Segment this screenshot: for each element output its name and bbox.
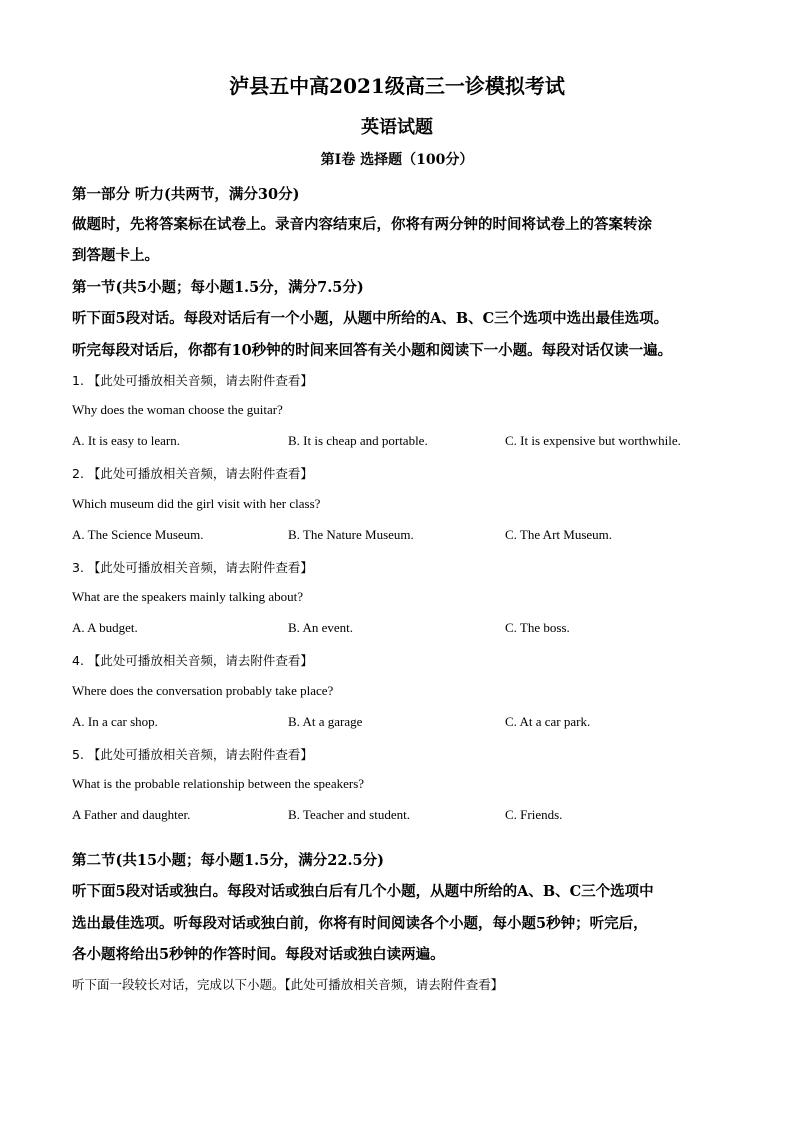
- question-3-audio[interactable]: 3. 【此处可播放相关音频，请去附件查看】: [72, 560, 313, 575]
- question-2-option-c: C. The Art Museum.: [505, 527, 613, 542]
- section2-lead-audio[interactable]: 听下面一段较长对话，完成以下小题。【此处可播放相关音频，请去附件查看】: [72, 977, 504, 992]
- section2-instruction-line3: 各小题将给出5秒钟的作答时间。每段对话或独白读两遍。: [72, 946, 445, 963]
- part1-instruction-line2: 到答题卡上。: [72, 247, 159, 264]
- question-2-stem: Which museum did the girl visit with her class?: [72, 496, 321, 511]
- question-5-option-c: C. Friends.: [505, 807, 563, 822]
- section1-heading: 第一节(共5小题；每小题1.5分，满分7.5分): [72, 279, 364, 296]
- question-5-audio[interactable]: 5. 【此处可播放相关音频，请去附件查看】: [72, 747, 313, 762]
- question-4-stem: Where does the conversation probably take place?: [72, 683, 334, 698]
- question-3-option-b: B. An event.: [288, 620, 353, 635]
- question-1-audio[interactable]: 1. 【此处可播放相关音频，请去附件查看】: [72, 373, 313, 388]
- question-1-option-b: B. It is cheap and portable.: [288, 433, 428, 448]
- question-1-stem: Why does the woman choose the guitar?: [72, 402, 283, 417]
- question-1-option-c: C. It is expensive but worthwhile.: [505, 433, 681, 448]
- part1-heading: 第一部分 听力(共两节，满分30分): [72, 186, 300, 203]
- section2-instruction-line1: 听下面5段对话或独白。每段对话或独白后有几个小题，从题中所给的A、B、C三个选项中: [72, 883, 654, 900]
- question-2-option-a: A. The Science Museum.: [72, 527, 204, 542]
- question-3-stem: What are the speakers mainly talking about?: [72, 589, 304, 604]
- exam-subject: 英语试题: [361, 117, 433, 138]
- question-4-option-a: A. In a car shop.: [72, 714, 158, 729]
- question-2-audio[interactable]: 2. 【此处可播放相关音频，请去附件查看】: [72, 466, 313, 481]
- question-3-option-a: A. A budget.: [72, 620, 138, 635]
- exam-title: 泸县五中高2021级高三一诊模拟考试: [229, 74, 565, 98]
- question-5-stem: What is the probable relationship between the speakers?: [72, 776, 365, 791]
- section1-instruction-line1: 听下面5段对话。每段对话后有一个小题，从题中所给的A、B、C三个选项中选出最佳选项。: [72, 310, 669, 327]
- section2-heading: 第二节(共15小题；每小题1.5分，满分22.5分): [72, 852, 384, 869]
- question-1-option-a: A. It is easy to learn.: [72, 433, 180, 448]
- question-5-option-b: B. Teacher and student.: [288, 807, 410, 822]
- question-4-option-c: C. At a car park.: [505, 714, 591, 729]
- section1-instruction-line2: 听完每段对话后，你都有10秒钟的时间来回答有关小题和阅读下一小题。每段对话仅读一遍。: [72, 342, 673, 359]
- question-3-option-c: C. The boss.: [505, 620, 570, 635]
- question-4-option-b: B. At a garage: [288, 714, 363, 729]
- part1-instruction-line1: 做题时，先将答案标在试卷上。录音内容结束后，你将有两分钟的时间将试卷上的答案转涂: [72, 216, 652, 233]
- section2-instruction-line2: 选出最佳选项。听每段对话或独白前，你将有时间阅读各个小题，每小题5秒钟；听完后，: [72, 915, 648, 932]
- question-4-audio[interactable]: 4. 【此处可播放相关音频，请去附件查看】: [72, 653, 313, 668]
- question-2-option-b: B. The Nature Museum.: [288, 527, 414, 542]
- volume-heading: 第I卷 选择题（100分）: [320, 152, 474, 168]
- question-5-option-a: A Father and daughter.: [72, 807, 191, 822]
